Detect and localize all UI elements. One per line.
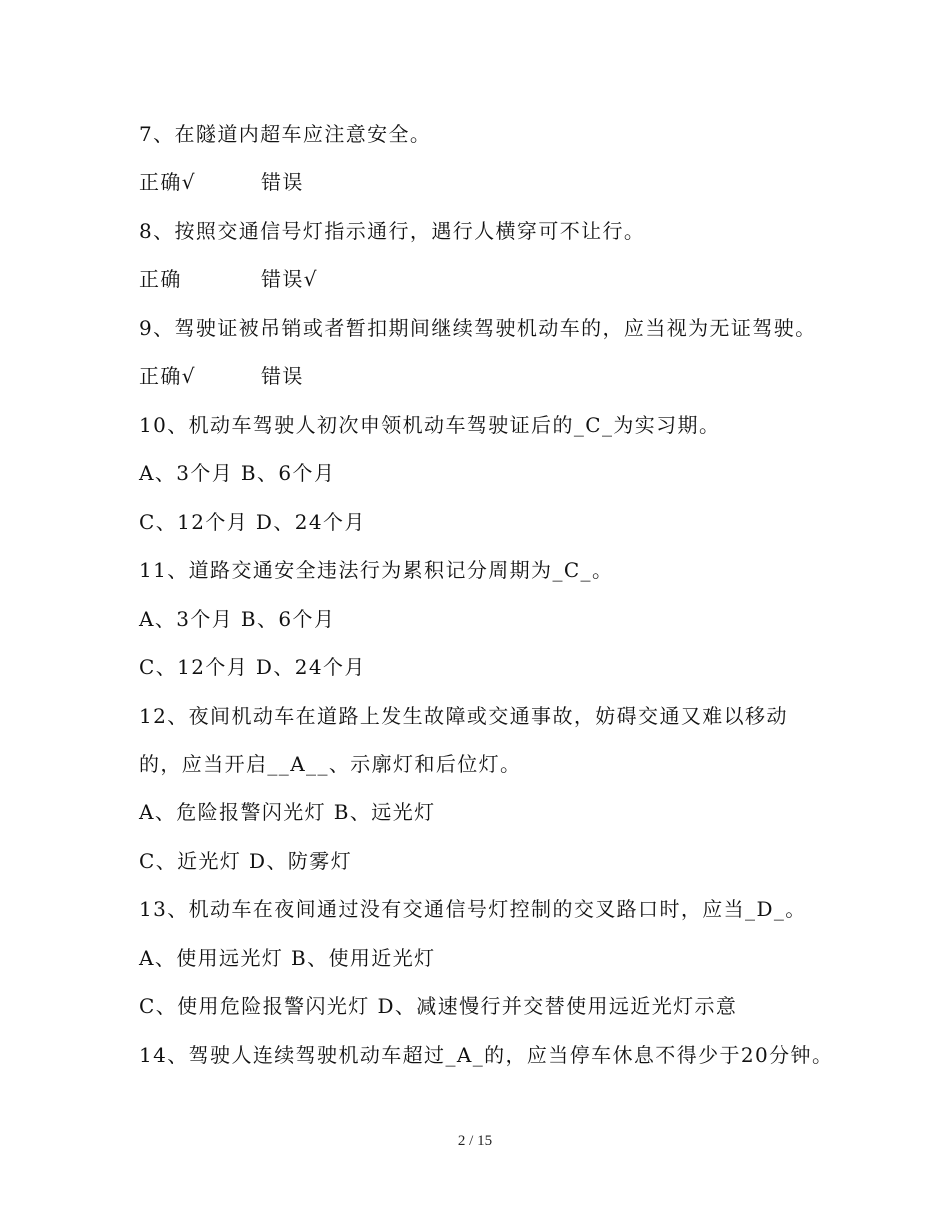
option-correct: 正确√ [139,170,196,194]
options-10-cd: C、12个月 D、24个月 [139,510,366,534]
answer-options-7 [139,169,304,195]
question-9: 9、驾驶证被吊销或者暂扣期间继续驾驶机动车的，应当视为无证驾驶。 [139,316,817,340]
question-8: 8、按照交通信号灯指示通行，遇行人横穿可不让行。 [139,219,646,243]
answer-options-9 [139,363,304,389]
question-12-cont: 的，应当开启__A__、示廓灯和后位灯。 [139,752,522,776]
option-correct: 正确 [139,267,182,291]
question-12: 12、夜间机动车在道路上发生故障或交通事故，妨碍交通又难以移动 [139,704,788,728]
options-13-ab: A、使用远光灯 B、使用近光灯 [139,946,436,970]
options-12-ab: A、危险报警闪光灯 B、远光灯 [139,800,436,824]
options-12-cd: C、近光灯 D、防雾灯 [139,849,353,873]
question-14: 14、驾驶人连续驾驶机动车超过_A_的，应当停车休息不得少于20分钟。 [139,1043,834,1067]
options-13-cd: C、使用危险报警闪光灯 D、减速慢行并交替使用远近光灯示意 [139,994,738,1018]
option-wrong: 错误 [261,364,304,388]
question-7: 7、在隧道内超车应注意安全。 [139,122,432,146]
question-11: 11、道路交通安全违法行为累积记分周期为_C_。 [139,558,614,582]
question-10: 10、机动车驾驶人初次申领机动车驾驶证后的_C_为实习期。 [139,413,721,437]
options-11-ab: A、3个月 B、6个月 [139,607,336,631]
answer-options-8 [139,266,318,292]
options-11-cd: C、12个月 D、24个月 [139,655,366,679]
option-correct: 正确√ [139,364,196,388]
option-wrong: 错误√ [261,267,318,291]
page-number: 2 / 15 [457,1133,493,1149]
options-10-ab: A、3个月 B、6个月 [139,461,336,485]
question-13: 13、机动车在夜间通过没有交通信号灯控制的交叉路口时，应当_D_。 [139,897,807,921]
option-wrong: 错误 [261,170,304,194]
